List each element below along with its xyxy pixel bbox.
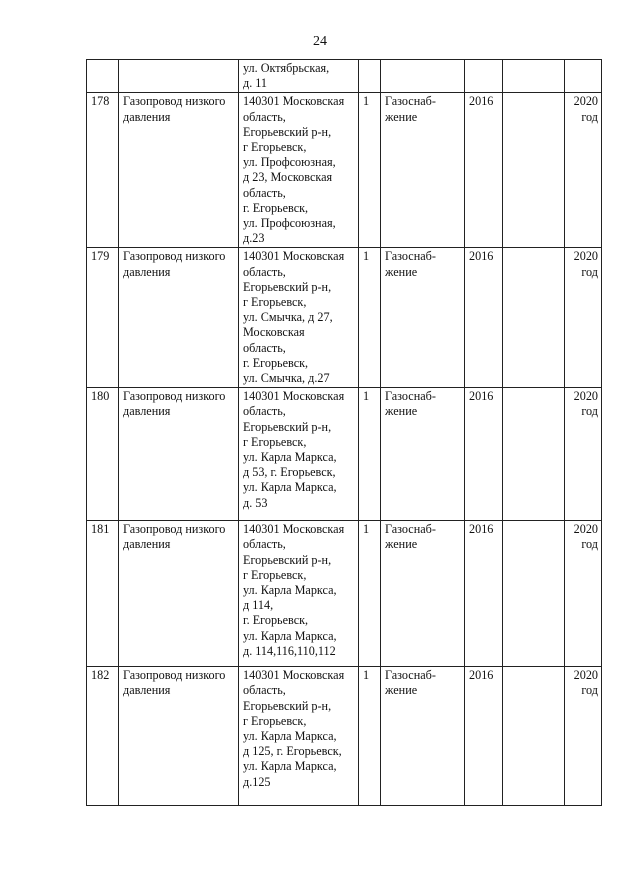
cell-address: 140301 Московская область, Егорьевский р-н, г Егорьевск, ул. Смычка, д 27, Московская область, г. Егорьевск, ул. Смычка, д.27 [239, 248, 359, 388]
cell-name: Газопровод низкого давления [119, 388, 239, 521]
cell-qty: 1 [359, 388, 381, 521]
cell-qty: 1 [359, 93, 381, 248]
cell-num: 182 [87, 667, 119, 806]
cell-name: Газопровод низкого давления [119, 667, 239, 806]
cell-date: 2020 год [565, 388, 602, 521]
cell-num: 178 [87, 93, 119, 248]
cell-date [565, 60, 602, 93]
cell-name: Газопровод низкого давления [119, 521, 239, 667]
cell-type: Газоснаб- жение [381, 521, 465, 667]
cell-num [87, 60, 119, 93]
cell-address: 140301 Московская область, Егорьевский р-н, г Егорьевск, ул. Карла Маркса, д 53, г. Егорьевск, ул. Карла Маркса, д. 53 [239, 388, 359, 521]
table-row [87, 248, 602, 388]
cell-qty: 1 [359, 667, 381, 806]
cell-year: 2016 [465, 388, 503, 521]
cell-num: 179 [87, 248, 119, 388]
cell-num: 181 [87, 521, 119, 667]
cell-address: ул. Октябрьская, д. 11 [239, 60, 359, 93]
cell-year: 2016 [465, 93, 503, 248]
cell-extra [503, 248, 565, 388]
cell-extra [503, 521, 565, 667]
cell-type: Газоснаб- жение [381, 93, 465, 248]
table-row [87, 388, 602, 521]
cell-address: 140301 Московская область, Егорьевский р-н, г Егорьевск, ул. Профсоюзная, д 23, Московская область, г. Егорьевск, ул. Профсоюзная, д.23 [239, 93, 359, 248]
table-row-continuation [87, 60, 602, 93]
cell-year: 2016 [465, 667, 503, 806]
cell-qty [359, 60, 381, 93]
table-row [87, 93, 602, 248]
cell-address: 140301 Московская область, Егорьевский р-н, г Егорьевск, ул. Карла Маркса, д 114, г. Егорьевск, ул. Карла Маркса, д. 114,116,110,112 [239, 521, 359, 667]
table-row [87, 667, 602, 806]
cell-extra [503, 60, 565, 93]
cell-type: Газоснаб- жение [381, 388, 465, 521]
cell-type: Газоснаб- жение [381, 248, 465, 388]
cell-date: 2020 год [565, 93, 602, 248]
facilities-table [86, 59, 602, 806]
cell-address: 140301 Московская область, Егорьевский р-н, г Егорьевск, ул. Карла Маркса, д 125, г. Егорьевск, ул. Карла Маркса, д.125 [239, 667, 359, 806]
cell-extra [503, 93, 565, 248]
cell-qty: 1 [359, 248, 381, 388]
cell-year: 2016 [465, 521, 503, 667]
cell-name: Газопровод низкого давления [119, 93, 239, 248]
table-row [87, 521, 602, 667]
cell-name [119, 60, 239, 93]
cell-name: Газопровод низкого давления [119, 248, 239, 388]
cell-date: 2020 год [565, 667, 602, 806]
cell-extra [503, 667, 565, 806]
cell-type [381, 60, 465, 93]
page-number: 24 [313, 34, 327, 49]
cell-type: Газоснаб- жение [381, 667, 465, 806]
cell-year [465, 60, 503, 93]
cell-year: 2016 [465, 248, 503, 388]
cell-extra [503, 388, 565, 521]
cell-date: 2020 год [565, 248, 602, 388]
cell-date: 2020 год [565, 521, 602, 667]
cell-num: 180 [87, 388, 119, 521]
cell-qty: 1 [359, 521, 381, 667]
